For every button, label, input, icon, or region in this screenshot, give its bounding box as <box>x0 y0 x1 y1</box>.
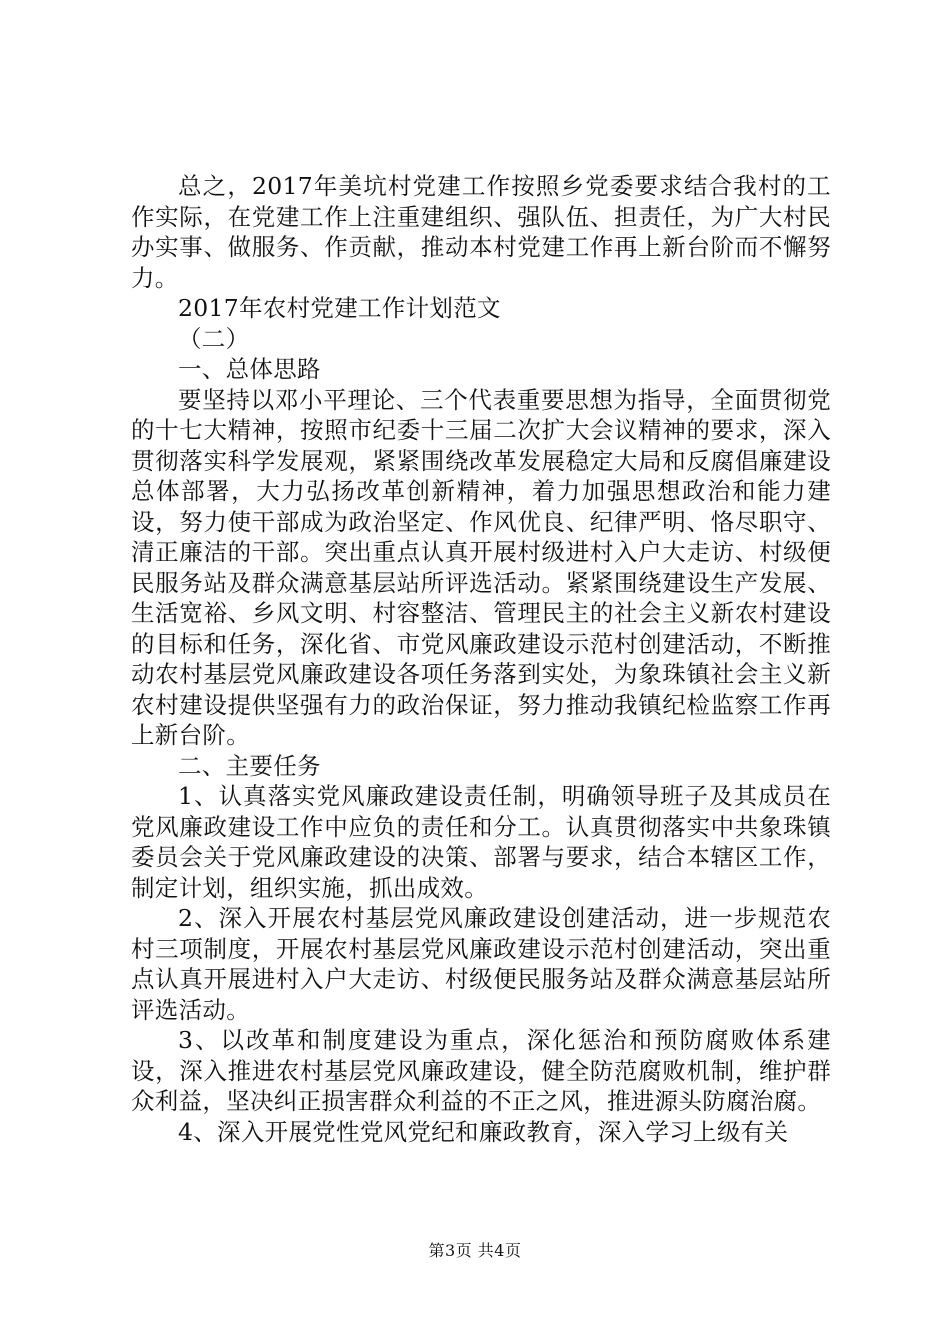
section-number: （二） <box>178 324 250 353</box>
paragraph-task-4: 4、深入开展党性党风党纪和廉政教育，深入学习上级有关 <box>178 1117 789 1146</box>
paragraph-task-1: 1、认真落实党风廉政建设责任制，明确领导班子及其成员在党风廉政建设工作中应负的责任和分工。认真贯彻落实中共象珠镇委员会关于党风廉政建设的决策、部署与要求，结合本辖区工作，制定计划，组织实施，抓出成效。 <box>131 782 831 902</box>
page-footer: 第3页 共4页 <box>428 1241 522 1260</box>
paragraph-task-2: 2、深入开展农村基层党风廉政建设创建活动，进一步规范农村三项制度，开展农村基层党风廉政建设示范村创建活动，突出重点认真开展进村入户大走访、村级便民服务站及群众满意基层站所评选活动。 <box>131 904 831 1024</box>
section-title: 2017年农村党建工作计划范文 <box>178 294 501 322</box>
document-body <box>131 171 831 1147</box>
heading-main-tasks: 二、主要任务 <box>178 751 321 780</box>
paragraph-summary: 总之，2017年美坑村党建工作按照乡党委要求结合我村的工作实际，在党建工作上注重建组织、强队伍、担责任，为广大村民办实事、做服务、作贡献，推动本村党建工作再上新台阶而不懈努力。 <box>131 172 831 292</box>
paragraph-overall-approach: 要坚持以邓小平理论、三个代表重要思想为指导，全面贯彻党的十七大精神，按照市纪委十三届二次扩大会议精神的要求，深入贯彻落实科学发展观，紧紧围绕改革发展稳定大局和反腐倡廉建设总体部署，大力弘扬改革创新精神，着力加强思想政治和能力建设，努力使干部成为政治坚定、作风优良、纪律严明、恪尽职守、清正廉洁的干部。突出重点认真开展村级进村入户大走访、村级便民服务站及群众满意基层站所评选活动。紧紧围绕建设生产发展、生活宽裕、乡风文明、村容整洁、管理民主的社会主义新农村建设的目标和任务，深化省、市党风廉政建设示范村创建活动，不断推动农村基层党风廉政建设各项任务落到实处，为象珠镇社会主义新农村建设提供坚强有力的政治保证，努力推动我镇纪检监察工作再上新台阶。 <box>131 385 831 749</box>
heading-overall-approach: 一、总体思路 <box>178 355 321 383</box>
paragraph-task-3: 3、以改革和制度建设为重点，深化惩治和预防腐败体系建设，深入推进农村基层党风廉政建设，健全防范腐败机制，维护群众利益，坚决纠正损害群众利益的不正之风，推进源头防腐治腐。 <box>131 1026 831 1115</box>
